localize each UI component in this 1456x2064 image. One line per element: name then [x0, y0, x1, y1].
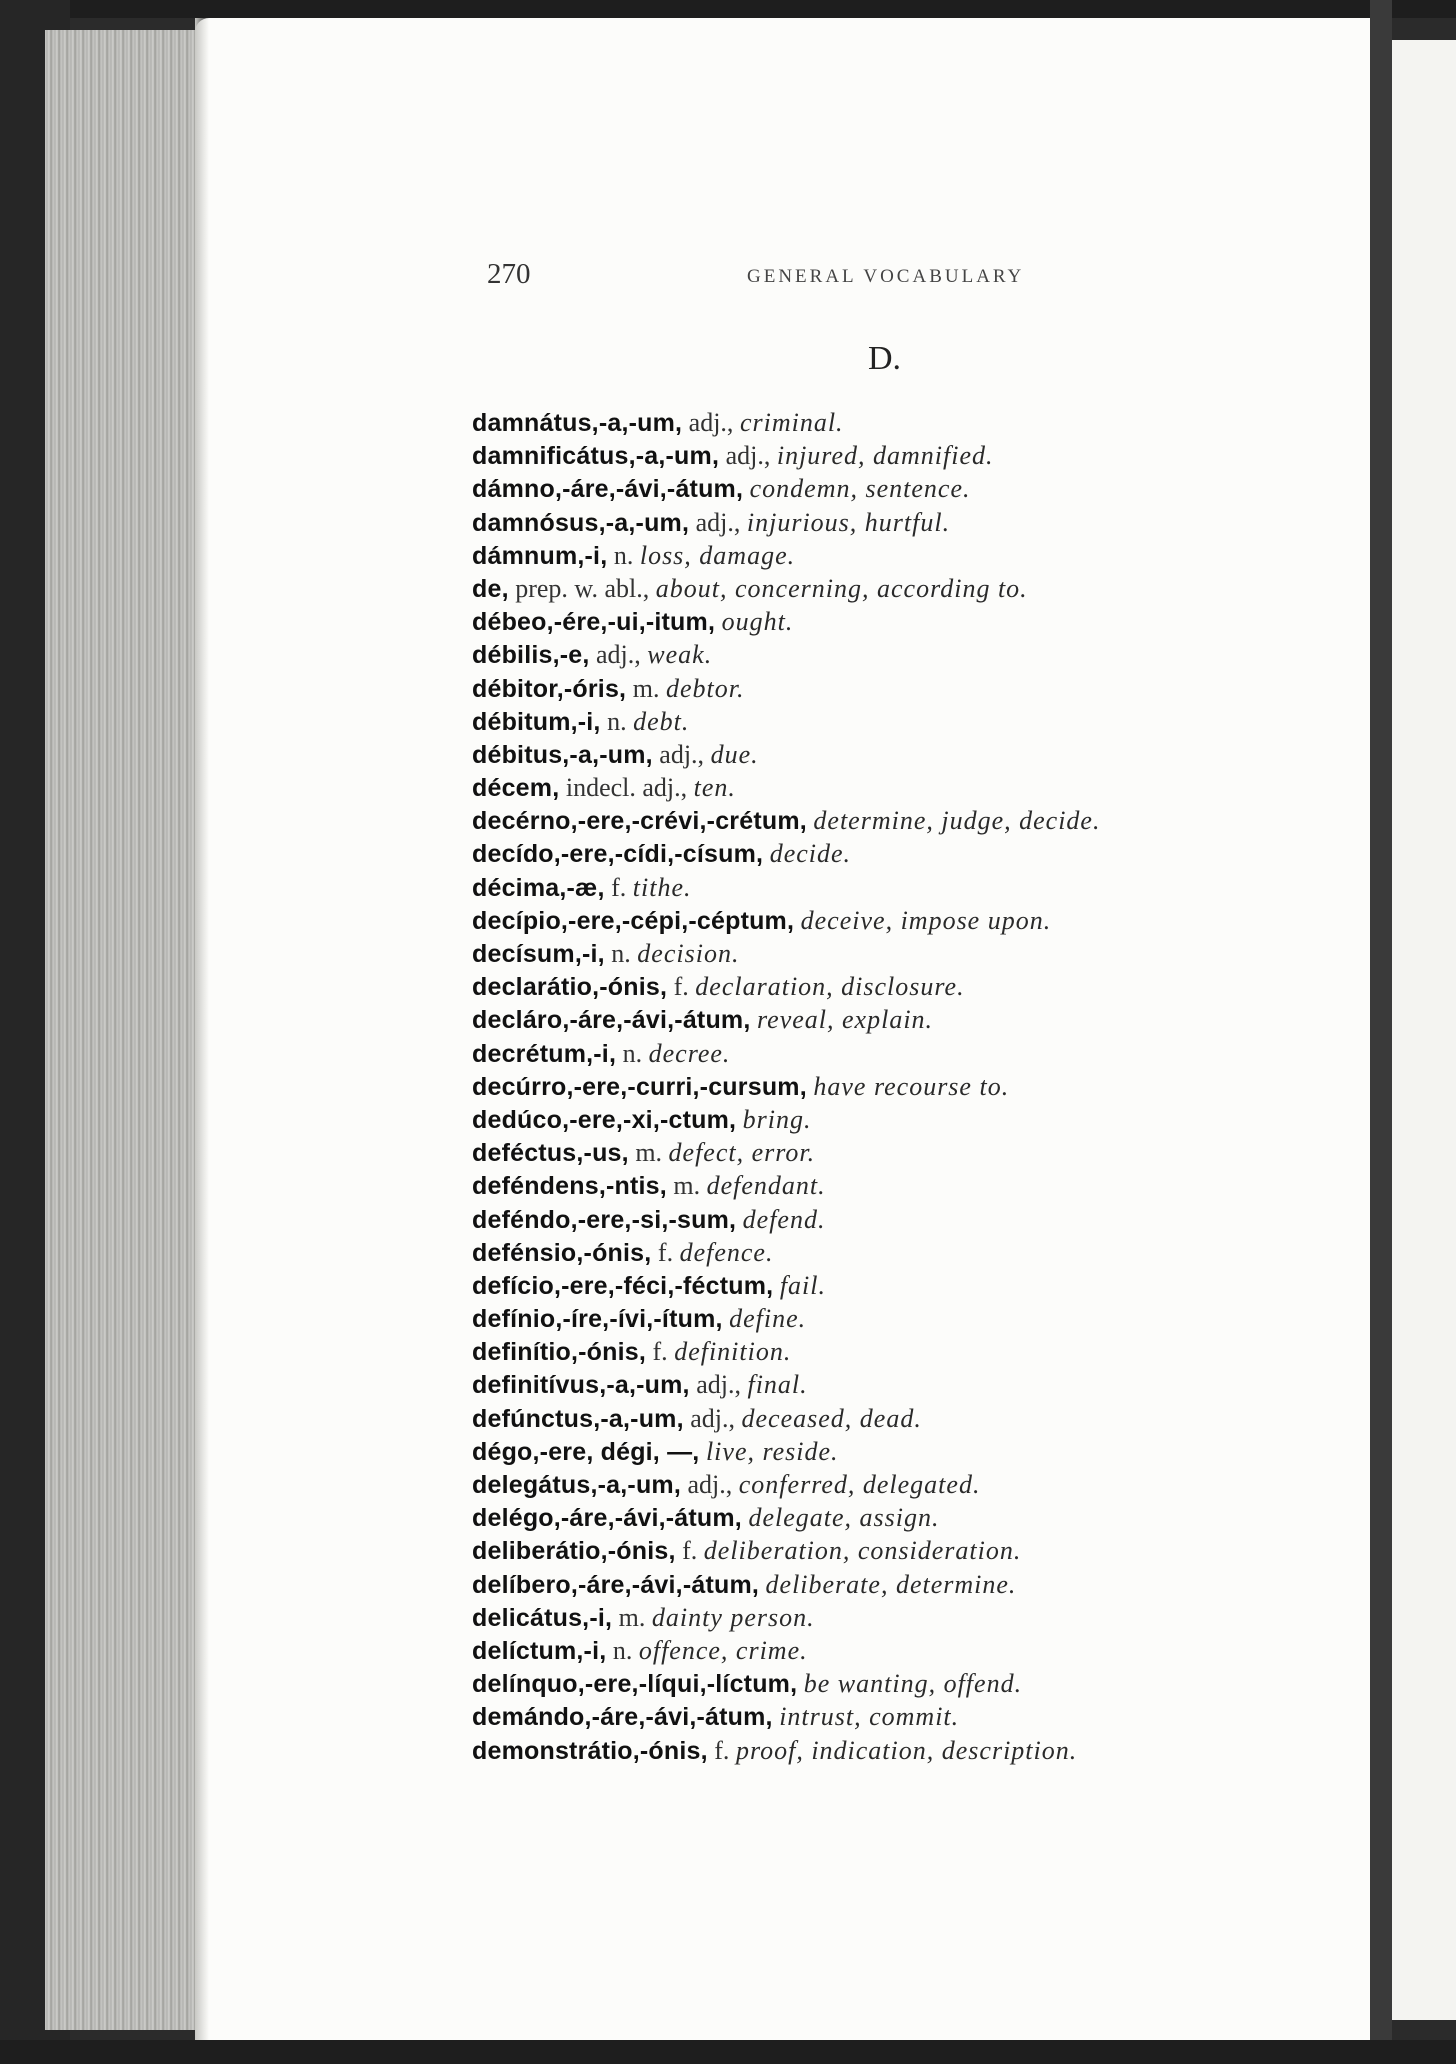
entry-definition: weak.	[647, 640, 713, 670]
entry-definition: about, concerning, according to.	[655, 573, 1028, 603]
entry-headword: decísum,-i,	[472, 940, 605, 968]
entry-definition: defect, error.	[668, 1138, 816, 1168]
entry-definition: injurious, hurtful.	[746, 507, 951, 537]
entry-grammar: n.	[611, 939, 631, 968]
entry-definition: fail.	[779, 1270, 826, 1300]
entry-definition: debtor.	[665, 673, 745, 703]
vocabulary-entry	[472, 638, 1352, 671]
entry-headword: decúrro,-ere,-curri,-cursum,	[472, 1072, 807, 1101]
entry-definition: definition.	[674, 1337, 792, 1367]
vocabulary-entry	[472, 472, 1352, 505]
entry-headword: dégo,-ere, dégi, —,	[472, 1437, 700, 1466]
vocabulary-entry	[472, 506, 1352, 539]
facing-page-edge	[1392, 40, 1456, 2020]
vocabulary-entry	[472, 1468, 1352, 1501]
entry-definition: deceased, dead.	[741, 1403, 922, 1433]
vocabulary-entry	[472, 871, 1352, 904]
entry-definition: live, reside.	[705, 1436, 839, 1466]
entry-definition: decree.	[648, 1038, 731, 1068]
vocabulary-entry	[472, 837, 1352, 870]
entry-headword: decláro,-áre,-ávi,-átum,	[472, 1006, 751, 1035]
entry-grammar: adj.,	[596, 640, 641, 670]
entry-headword: delégo,-áre,-ávi,-átum,	[472, 1504, 742, 1533]
entry-grammar: adj.,	[725, 441, 771, 471]
entry-headword: decrétum,-i,	[472, 1039, 617, 1068]
entry-headword: dámnum,-i,	[472, 541, 608, 570]
entry-headword: débitor,-óris,	[472, 674, 627, 703]
entry-grammar: f.	[611, 872, 627, 902]
vocabulary-entry	[472, 1435, 1352, 1468]
entry-headword: decérno,-ere,-crévi,-crétum,	[472, 807, 807, 836]
vocabulary-entry	[472, 1335, 1352, 1368]
vocabulary-entry	[472, 738, 1352, 771]
entry-definition: proof, indication, description.	[735, 1735, 1078, 1765]
vocabulary-entry	[472, 439, 1352, 472]
vocabulary-entry	[472, 572, 1352, 605]
entry-headword: delicátus,-i,	[472, 1603, 613, 1632]
vocabulary-entry	[472, 705, 1352, 738]
entry-definition: defendant.	[706, 1171, 826, 1201]
entry-headword: de,	[472, 574, 509, 603]
entry-grammar: n.	[612, 1635, 633, 1665]
entry-definition: decision.	[637, 939, 740, 968]
entry-definition: ought.	[721, 607, 794, 637]
entry-definition: intrust, commit.	[779, 1702, 960, 1732]
vocabulary-entry	[472, 970, 1352, 1003]
entry-headword: dedúco,-ere,-xi,-ctum,	[472, 1105, 737, 1134]
vocabulary-entry	[472, 1568, 1352, 1601]
entry-grammar: m.	[618, 1602, 646, 1632]
section-letter: D.	[868, 340, 902, 377]
entry-grammar: m.	[632, 673, 660, 703]
entry-headword: decído,-ere,-cídi,-císum,	[472, 840, 764, 869]
entry-grammar: f.	[652, 1337, 668, 1367]
entry-headword: delíctum,-i,	[472, 1636, 607, 1665]
entry-headword: débilis,-e,	[472, 641, 590, 670]
entry-headword: declarátio,-ónis,	[472, 973, 668, 1002]
entry-grammar: adj.,	[696, 1370, 741, 1400]
vocabulary-entry	[472, 605, 1352, 638]
entry-definition: ten.	[693, 773, 736, 803]
entry-headword: defínio,-íre,-ívi,-ítum,	[472, 1305, 723, 1334]
page-header	[487, 258, 1087, 298]
entry-definition: injured, damnified.	[776, 441, 994, 471]
vocabulary-entry	[472, 1402, 1352, 1435]
entry-headword: deféndo,-ere,-si,-sum,	[472, 1205, 737, 1234]
entry-grammar: f.	[673, 972, 689, 1002]
vocabulary-entry	[472, 1302, 1352, 1335]
entry-headword: delínquo,-ere,-líqui,-líctum,	[472, 1670, 798, 1699]
running-head: GENERAL VOCABULARY	[747, 266, 1025, 287]
entry-definition: reveal, explain.	[757, 1005, 934, 1035]
entry-grammar: n.	[607, 706, 627, 736]
scan-right-border	[1370, 0, 1392, 2064]
entry-definition: have recourse to.	[813, 1071, 1010, 1101]
vocabulary-entry	[472, 672, 1352, 705]
entry-definition: defend.	[742, 1204, 826, 1234]
entry-definition: determine, judge, decide.	[813, 806, 1101, 836]
entry-definition: defence.	[679, 1237, 774, 1267]
vocabulary-entry	[472, 406, 1352, 439]
vocabulary-entry	[472, 1534, 1352, 1567]
entry-headword: dámno,-áre,-ávi,-átum,	[472, 475, 744, 504]
entry-grammar: m.	[635, 1138, 663, 1168]
vocabulary-entry	[472, 1667, 1352, 1700]
vocabulary-entry	[472, 904, 1352, 937]
entry-headword: decípio,-ere,-cépi,-céptum,	[472, 906, 795, 935]
scan-top-border	[0, 0, 1456, 18]
entry-grammar: indecl. adj.,	[565, 773, 688, 803]
vocabulary-list	[472, 406, 1352, 1767]
entry-headword: defúnctus,-a,-um,	[472, 1404, 684, 1433]
entry-definition: define.	[729, 1304, 807, 1334]
entry-definition: be wanting, offend.	[803, 1669, 1023, 1699]
entry-definition: final.	[747, 1370, 808, 1400]
vocabulary-entry	[472, 1003, 1352, 1036]
vocabulary-entry	[472, 804, 1352, 837]
entry-definition: deceive, impose upon.	[800, 905, 1052, 935]
vocabulary-entry	[472, 1203, 1352, 1236]
entry-grammar: f.	[682, 1536, 698, 1566]
vocabulary-entry	[472, 1501, 1352, 1534]
entry-definition: due.	[710, 739, 759, 769]
vocabulary-entry	[472, 1700, 1352, 1733]
entry-definition: bring.	[742, 1104, 812, 1134]
entry-grammar: adj.,	[687, 1470, 733, 1499]
entry-definition: delegate, assign.	[748, 1503, 940, 1533]
vocabulary-entry	[472, 1037, 1352, 1070]
entry-grammar: adj.,	[688, 408, 734, 437]
entry-headword: demonstrátio,-ónis,	[472, 1736, 708, 1765]
vocabulary-entry	[472, 1103, 1352, 1136]
entry-grammar: f.	[714, 1735, 730, 1765]
vocabulary-entry	[472, 1634, 1352, 1667]
entry-headword: delegátus,-a,-um,	[472, 1471, 681, 1499]
entry-definition: tithe.	[632, 872, 692, 902]
entry-definition: offence, crime.	[638, 1635, 808, 1665]
entry-grammar: adj.,	[659, 739, 705, 769]
entry-definition: declaration, disclosure.	[695, 972, 965, 1002]
vocabulary-entry	[472, 1236, 1352, 1269]
vocabulary-entry	[472, 1368, 1352, 1401]
entry-headword: décem,	[472, 774, 560, 803]
vocabulary-entry	[472, 1269, 1352, 1302]
entry-definition: conferred, delegated.	[738, 1470, 981, 1499]
entry-headword: definítio,-ónis,	[472, 1338, 647, 1367]
entry-definition: condemn, sentence.	[749, 474, 971, 504]
entry-grammar: n.	[613, 540, 634, 570]
entry-headword: débitus,-a,-um,	[472, 740, 653, 769]
page-gutter-shadow	[195, 18, 209, 2058]
vocabulary-entry	[472, 1136, 1352, 1169]
entry-headword: deféndens,-ntis,	[472, 1172, 667, 1201]
entry-headword: débeo,-ére,-ui,-itum,	[472, 608, 716, 637]
entry-grammar: adj.,	[690, 1403, 736, 1433]
vocabulary-entry	[472, 937, 1352, 970]
vocabulary-entry	[472, 1734, 1352, 1767]
entry-definition: deliberate, determine.	[765, 1569, 1017, 1599]
entry-definition: dainty person.	[651, 1602, 815, 1632]
entry-headword: décima,-æ,	[472, 873, 605, 902]
entry-headword: damnificátus,-a,-um,	[472, 442, 720, 471]
entry-definition: debt.	[633, 706, 690, 736]
entry-grammar: adj.,	[695, 507, 741, 537]
book-page-edges	[45, 30, 205, 2030]
entry-definition: loss, damage.	[639, 540, 796, 570]
entry-grammar: m.	[673, 1171, 701, 1201]
vocabulary-entry	[472, 771, 1352, 804]
scan-bottom-border	[0, 2040, 1456, 2064]
entry-headword: definitívus,-a,-um,	[472, 1371, 690, 1400]
page-number: 270	[487, 258, 531, 290]
entry-headword: defénsio,-ónis,	[472, 1238, 652, 1267]
entry-headword: demándo,-áre,-ávi,-átum,	[472, 1703, 773, 1732]
vocabulary-entry	[472, 1601, 1352, 1634]
entry-headword: delíbero,-áre,-ávi,-átum,	[472, 1570, 760, 1599]
entry-headword: damnósus,-a,-um,	[472, 508, 690, 537]
entry-grammar: prep. w. abl.,	[515, 573, 650, 603]
entry-definition: deliberation, consideration.	[703, 1536, 1022, 1566]
entry-headword: damnátus,-a,-um,	[472, 409, 683, 437]
vocabulary-entry	[472, 1169, 1352, 1202]
entry-headword: débitum,-i,	[472, 707, 601, 736]
vocabulary-entry	[472, 539, 1352, 572]
entry-headword: defício,-ere,-féci,-féctum,	[472, 1271, 774, 1300]
entry-definition: decide.	[769, 839, 852, 869]
entry-definition: criminal.	[739, 408, 844, 437]
vocabulary-entry	[472, 1070, 1352, 1103]
entry-headword: deliberátio,-ónis,	[472, 1537, 676, 1566]
entry-grammar: f.	[657, 1237, 674, 1267]
entry-headword: deféctus,-us,	[472, 1139, 629, 1168]
entry-grammar: n.	[622, 1038, 643, 1068]
